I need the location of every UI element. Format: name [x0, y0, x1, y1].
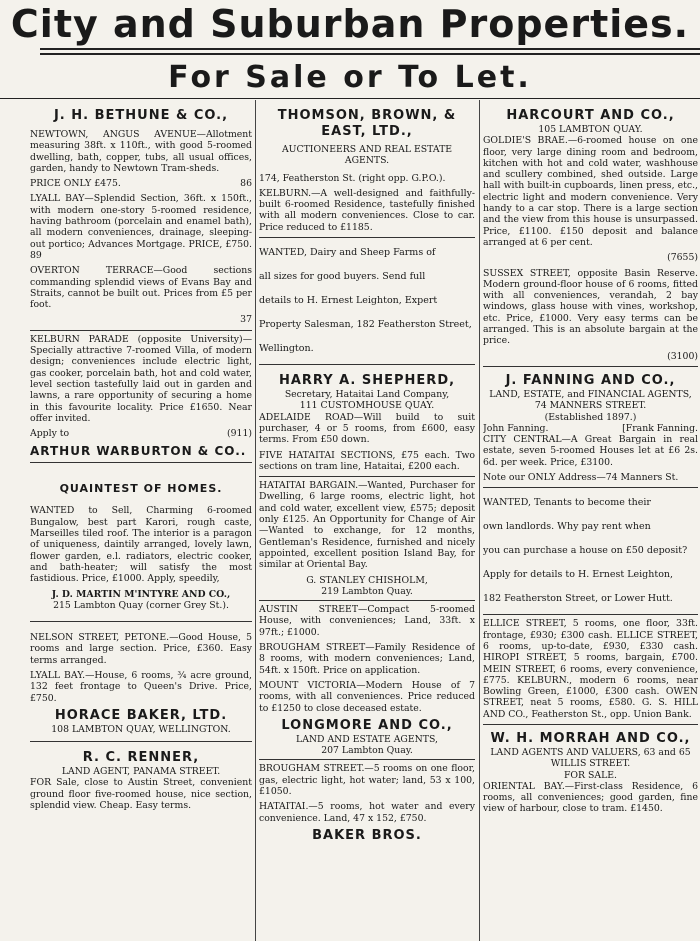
- divider: [259, 600, 475, 601]
- quaintest-listing: WANTED to Sell, Charming 6-roomed Bungalow, best part Karori, rough caste, Marseilles tiled roof. The interior is a paragon of uniqueness, daintily arranged, lovely lawn, flower garden, e.l. radiators, electric cooker, and bath-heater; will satisfy the most fastidious. Price, £1000. Apply, speedily,: [30, 505, 252, 585]
- warburton-name: ARTHUR WARBURTON & CO..: [30, 444, 247, 459]
- divider: [259, 759, 475, 760]
- morrah-heading: W. H. MORRAH AND CO.,: [490, 730, 691, 746]
- martin-address: 215 Lambton Quay (corner Grey St.).: [53, 599, 229, 611]
- longmore-heading: LONGMORE AND CO.,: [281, 717, 453, 733]
- chisholm-ad: [259, 480, 475, 597]
- shepherd-address: 111 CUSTOMHOUSE QUAY.: [299, 400, 435, 412]
- column-divider: [479, 100, 480, 941]
- divider: [483, 724, 698, 725]
- fanning-address: 74 MANNERS STREET.: [534, 400, 647, 412]
- divider: [30, 330, 252, 331]
- brougham-2-listing: BROUGHAM STREET.—5 rooms on one floor, gas, electric light, hot water; land, 53 x 100, £1050.: [259, 763, 475, 797]
- fanning-name-left: John Fanning.: [483, 422, 549, 434]
- newtown-listing: NEWTOWN, ANGUS AVENUE—Allotment measuring 38ft. x 110ft., with good 5-roomed dwelling, bath, copper, tubs, all usual offices, garden, handy to Newtown Tram-sheds.: [30, 129, 252, 174]
- farms-line-2: all sizes for good buyers. Send full: [259, 271, 426, 283]
- warburton-ad: [30, 334, 252, 460]
- renner-ad: [30, 750, 252, 811]
- divider: [30, 621, 252, 622]
- newtown-price: PRICE ONLY £475.: [30, 178, 121, 190]
- baker-heading: HORACE BAKER, LTD.: [54, 707, 228, 723]
- hataitai-2-listing: HATAITAI.—5 rooms, hot water and every convenience. Land, 47 x 152, £750.: [259, 801, 475, 824]
- farms-line-3: details to H. Ernest Leighton, Expert: [259, 295, 438, 307]
- tenants-line-1: WANTED, Tenants to become their: [483, 497, 651, 509]
- renner-heading: R. C. RENNER,: [82, 750, 200, 766]
- baker-bros-heading: BAKER BROS.: [312, 827, 422, 843]
- longmore-subheading: LAND AND ESTATE AGENTS,: [296, 733, 438, 745]
- quaintest-ad: [30, 481, 252, 611]
- hill-ad: [483, 618, 698, 720]
- sussex-ref: (3100): [667, 350, 698, 362]
- martin-name: J. D. MARTIN M'INTYRE AND CO.,: [51, 588, 231, 600]
- fanning-name-right: [Frank Fanning.: [622, 422, 698, 434]
- baker-address: 108 LAMBTON QUAY, WELLINGTON.: [51, 723, 231, 735]
- thomson-ad: [259, 108, 475, 233]
- divider: [30, 462, 252, 463]
- oriental-bay-listing: ORIENTAL BAY.—First-class Residence, 6 rooms, all conveniences; good garden, fine view of harbour, close to tram. £1450.: [483, 780, 698, 815]
- column-divider: [255, 100, 256, 941]
- nelson-listing: NELSON STREET, PETONE.—Good House, 5 rooms and large section. Price, £360. Easy terms arranged.: [30, 632, 252, 666]
- divider: [483, 487, 698, 488]
- lyall-bay-2-listing: LYALL BAY.—House, 6 rooms, ¾ acre ground, 132 feet frontage to Queen's Drive. Price, £750.: [30, 669, 252, 704]
- tenants-line-2: own landlords. Why pay rent when: [483, 521, 651, 533]
- goldies-brae-listing: GOLDIE'S BRAE.—6-roomed house on one floor, very large dining room and bedroom, kitchen with hot and cold water, washhouse and scullery combined, shed outside. Large hall with built-in cupboards, linen press, etc., electric light and modern convenience. Very handy to a car stop. There is a large section and the view from this house is unsurpassed. Price, £1100. £150 deposit and balance arranged at 6 per cent.: [483, 135, 698, 248]
- page-subtitle: For Sale or To Let.: [168, 60, 532, 95]
- fanning-ad: [483, 373, 698, 483]
- chisholm-name: G. STANLEY CHISHOLM,: [306, 574, 428, 586]
- divider: [483, 366, 698, 367]
- thomson-kelburn: KELBURN.—A well-designed and faithfully-built 6-roomed Residence, tastefully finished with all modern conveniences. Close to car. Price reduced to £1185.: [259, 187, 475, 233]
- hataitai-bargain-listing: HATAITAI BARGAIN.—Wanted, Purchaser for Dwelling, 6 large rooms, electric light, hot and cold water, excellent view, £575; deposit only £125. An Opportunity for Change of Air—Wanted to exchange, for 12 months, Gentleman's Residence, furnished and nicely appointed, excellent position Island Bay, for similar at Oriental Bay.: [259, 480, 475, 571]
- divider: [259, 237, 475, 238]
- goldies-brae-ref: (7655): [667, 252, 698, 264]
- title-rule-2: [40, 53, 700, 55]
- farms-line-4: Property Salesman, 182 Featherston Street,: [259, 319, 472, 331]
- harcourt-ad: [483, 108, 698, 362]
- renner-subheading: LAND AGENT, PANAMA STREET.: [61, 766, 221, 778]
- austin-listing: AUSTIN STREET—Compact 5-roomed House, with conveniences; Land, 33ft. x 97ft.; £1000.: [259, 604, 475, 638]
- title-rule: [40, 48, 700, 50]
- subtitle-rule: [0, 98, 700, 99]
- mount-victoria-listing: MOUNT VICTORIA—Modern House of 7 rooms, with all conveniences. Price reduced to £1250 to close deceased estate.: [259, 679, 475, 714]
- column-2: [259, 100, 475, 844]
- shepherd-ad: [259, 373, 475, 472]
- fanning-subheading: LAND, ESTATE, and FINANCIAL AGENTS,: [489, 388, 692, 400]
- kelburn-ref: (911): [227, 428, 252, 440]
- farms-line-5: Wellington.: [259, 343, 314, 355]
- lyall-bay-listing: LYALL BAY—Splendid Section, 36ft. x 150ft., with modern one-story 5-roomed residence, having bathroom (porcelain and enamel bath), all modern conveniences, drainage, sleeping-out portico; Advances Mortgage. PRICE, £750. 89: [30, 193, 252, 261]
- kelburn-apply: Apply to: [30, 428, 70, 440]
- fanning-note: Note our ONLY Address—74 Manners St.: [483, 472, 679, 484]
- thomson-subheading: AUCTIONEERS AND REAL ESTATE AGENTS.: [281, 144, 453, 167]
- hill-listing: ELLICE STREET, 5 rooms, one floor, 33ft. frontage, £930; £300 cash. ELLICE STREET, 6 rooms, up-to-date, £930, £330 cash. HIROPI STREET, 5 rooms, bargain, £700. MEIN STREET, 6 rooms, every convenience, £775. KELBURN., modern 6 rooms, near Bowling Green, £1000, £300 cash. OWEN STREET, neat 5 rooms, £580. G. S. HILL AND CO., Featherston St., opp. Union Bank.: [483, 618, 698, 720]
- renner-listing: FOR Sale, close to Austin Street, convenient ground floor five-roomed house, nice section, splendid view. Cheap. Easy terms.: [30, 777, 252, 812]
- overton-ref: 37: [240, 314, 252, 326]
- brougham-listing: BROUGHAM STREET—Family Residence of 8 rooms, with modern conveniences; Land, 54ft. x 150ft. Price on application.: [259, 642, 475, 676]
- baker-bros-ad: [259, 763, 475, 843]
- baker-ad: [30, 632, 252, 735]
- divider: [483, 614, 698, 615]
- overton-listing: OVERTON TERRACE—Good sections commanding splendid views of Evans Bay and Straits, cannot be built out. Prices from £5 per foot.: [30, 265, 252, 311]
- quaintest-heading: QUAINTEST OF HOMES.: [59, 482, 223, 496]
- divider: [259, 476, 475, 477]
- thomson-address: 174, Featherston St. (right opp. G.P.O.).: [259, 172, 446, 184]
- divider: [259, 364, 475, 365]
- divider: [30, 741, 252, 742]
- adelaide-listing: ADELAIDE ROAD—Will build to suit purchaser, 4 or 5 rooms, from £600, easy terms. From £50 down.: [259, 411, 475, 446]
- chisholm-address: 219 Lambton Quay.: [321, 585, 413, 597]
- morrah-subheading: LAND AGENTS AND VALUERS, 63 and 65 WILLIS STREET.: [490, 746, 691, 770]
- longmore-ad: [259, 604, 475, 756]
- shepherd-subheading: Secretary, Hataitai Land Company,: [284, 389, 450, 401]
- hataitai-sections-listing: FIVE HATAITAI SECTIONS, £75 each. Two sections on tram line, Hataitai, £200 each.: [259, 449, 475, 472]
- farms-line-1: WANTED, Dairy and Sheep Farms of: [259, 247, 436, 259]
- fanning-established: (Established 1897.): [544, 411, 637, 423]
- tenants-wanted-ad: [483, 491, 698, 611]
- fanning-heading: J. FANNING AND CO.,: [505, 372, 676, 388]
- column-3: [483, 100, 698, 819]
- sussex-listing: SUSSEX STREET, opposite Basin Reserve. Modern ground-floor house of 6 rooms, fitted with all conveniences, verandah, 2 bay windows, glass house with vines, workshop, etc. Price, £1000. Very easy terms can be arranged. This is an absolute bargain at the price.: [483, 267, 698, 347]
- tenants-line-4: Apply for details to H. Ernest Leighton,: [483, 569, 674, 581]
- city-central-listing: CITY CENTRAL—A Great Bargain in real estate, seven 5-roomed Houses let at £6 2s. 6d. per week. Price, £3100.: [483, 434, 698, 468]
- longmore-address: 207 Lambton Quay.: [321, 745, 413, 757]
- morrah-ad: [483, 731, 698, 815]
- bethune-heading: J. H. BETHUNE & CO.,: [53, 108, 229, 123]
- shepherd-heading: HARRY A. SHEPHERD,: [278, 373, 456, 389]
- page-title: City and Suburban Properties.: [10, 2, 690, 46]
- kelburn-listing: KELBURN PARADE (opposite University)—Specially attractive 7-roomed Villa, of modern design; conveniences include electric light, gas cooker, porcelain bath, hot and cold water, level section tastefully laid out in garden and lawns, a rare opportunity of securing a home in this favourite locality. Price £1650. Near offer invited.: [30, 333, 252, 424]
- tenants-line-5: 182 Featherston Street, or Lower Hutt.: [483, 593, 673, 605]
- farms-wanted-ad: [259, 241, 475, 361]
- tenants-line-3: you can purchase a house on £50 deposit?: [483, 545, 688, 557]
- morrah-for-sale: FOR SALE.: [563, 769, 618, 781]
- column-1: [30, 100, 252, 815]
- harcourt-address: 105 LAMBTON QUAY.: [538, 124, 643, 135]
- newtown-ref: 86: [240, 178, 252, 190]
- harcourt-heading: HARCOURT AND CO.,: [506, 108, 675, 123]
- bethune-ad: [30, 108, 252, 326]
- thomson-heading: THOMSON, BROWN, & EAST, LTD.,: [277, 108, 457, 139]
